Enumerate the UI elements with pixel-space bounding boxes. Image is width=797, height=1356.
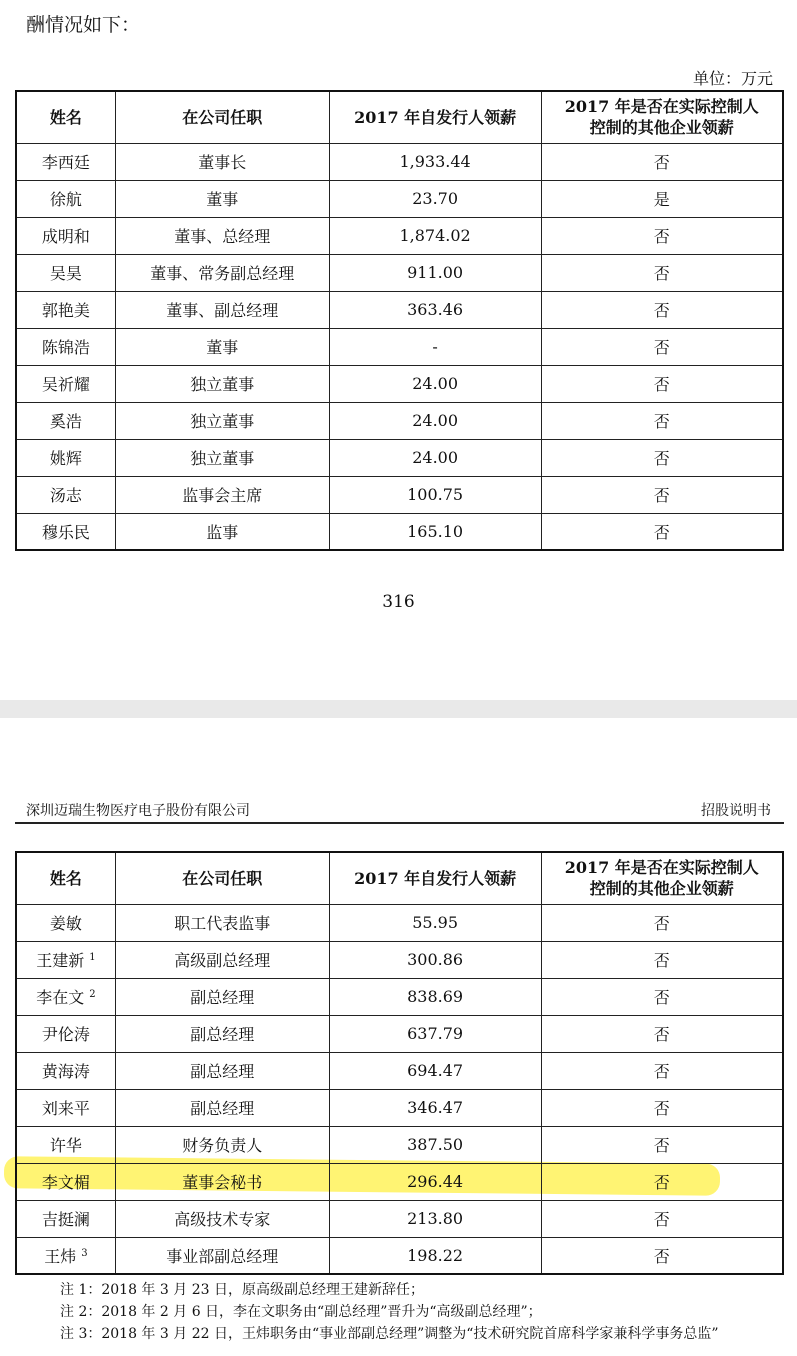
company-name: 深圳迈瑞生物医疗电子股份有限公司 — [26, 803, 250, 819]
name-cell — [16, 1015, 115, 1052]
role-cell — [115, 1015, 329, 1052]
salary-cell — [329, 254, 541, 291]
role-text: 独立董事 — [190, 375, 255, 394]
role-text: 高级副总经理 — [174, 951, 271, 970]
other-salary-cell — [541, 365, 783, 402]
salary-cell — [329, 217, 541, 254]
table-row — [16, 1015, 783, 1052]
salary-cell — [329, 904, 541, 941]
other-salary-text: 否 — [653, 988, 670, 1007]
role-text: 副总经理 — [190, 1099, 255, 1118]
salary-text: 55.95 — [412, 913, 459, 932]
name-text: 黄海涛 — [41, 1062, 90, 1081]
other-salary-text: 是 — [653, 190, 670, 209]
role-text: 董事、副总经理 — [166, 301, 279, 320]
other-salary-cell — [541, 513, 783, 550]
table-row — [16, 1089, 783, 1126]
role-cell — [115, 941, 329, 978]
name-cell — [16, 1237, 115, 1274]
salary-text: 24.00 — [412, 374, 459, 393]
page-separator — [0, 700, 797, 718]
role-text: 董事、总经理 — [174, 227, 271, 246]
role-cell — [115, 291, 329, 328]
salary-cell — [329, 1015, 541, 1052]
table-row — [16, 1237, 783, 1274]
salary-cell — [329, 1200, 541, 1237]
name-text: 尹伦涛 — [41, 1025, 90, 1044]
other-salary-cell — [541, 328, 783, 365]
header-salary: 2017 年自发行人领薪 — [329, 852, 541, 904]
salary-text: 300.86 — [407, 950, 464, 969]
name-cell — [16, 439, 115, 476]
footnote-marker: 1 — [89, 952, 96, 963]
footnote-marker: 3 — [81, 1247, 88, 1259]
role-cell — [115, 978, 329, 1015]
table-row — [16, 1200, 783, 1237]
other-salary-text: 否 — [653, 264, 670, 283]
name-cell — [16, 904, 115, 941]
name-cell — [16, 1163, 115, 1200]
name-cell — [16, 476, 115, 513]
header-salary: 2017 年自发行人领薪 — [329, 91, 541, 143]
salary-text: 363.46 — [407, 300, 464, 319]
name-cell — [16, 291, 115, 328]
role-text: 董事 — [206, 190, 239, 209]
table-header-row — [16, 852, 783, 904]
table-row — [16, 978, 783, 1015]
unit-label: 单位：万元 — [692, 69, 773, 88]
salary-text: 694.47 — [407, 1061, 464, 1080]
role-cell — [115, 254, 329, 291]
table-row — [16, 1126, 783, 1163]
role-text: 监事 — [206, 522, 239, 542]
salary-cell — [329, 291, 541, 328]
salary-text: 838.69 — [407, 987, 464, 1006]
role-text: 高级技术专家 — [174, 1210, 271, 1229]
name-text: 穆乐民 — [41, 522, 90, 542]
other-salary-text: 否 — [653, 1099, 670, 1118]
other-salary-text: 否 — [653, 1210, 670, 1229]
other-salary-cell — [541, 1052, 783, 1089]
salary-cell — [329, 1052, 541, 1089]
table-row — [16, 291, 783, 328]
salary-text: 296.44 — [407, 1172, 464, 1191]
name-cell — [16, 941, 115, 978]
role-cell — [115, 143, 329, 180]
name-text: 刘来平 — [41, 1099, 90, 1118]
role-text: 独立董事 — [190, 412, 255, 431]
other-salary-cell — [541, 1089, 783, 1126]
name-text: 许华 — [49, 1136, 82, 1155]
role-text: 董事 — [206, 338, 239, 357]
role-text: 事业部副总经理 — [166, 1246, 279, 1266]
other-salary-cell — [541, 402, 783, 439]
table-row — [16, 402, 783, 439]
salary-table-page-317 — [15, 851, 784, 1275]
role-cell — [115, 904, 329, 941]
other-salary-text: 否 — [653, 1025, 670, 1044]
name-text: 李西廷 — [41, 153, 90, 172]
name-cell — [16, 402, 115, 439]
table-row — [16, 365, 783, 402]
name-cell — [16, 1200, 115, 1237]
salary-text: 346.47 — [407, 1098, 464, 1117]
role-cell — [115, 402, 329, 439]
table-row — [16, 476, 783, 513]
role-text: 董事长 — [198, 153, 247, 172]
other-salary-text: 否 — [653, 1173, 670, 1192]
role-cell — [115, 217, 329, 254]
role-cell — [115, 476, 329, 513]
other-salary-cell — [541, 904, 783, 941]
name-text: 徐航 — [49, 190, 82, 209]
role-text: 副总经理 — [190, 1062, 255, 1081]
other-salary-cell — [541, 254, 783, 291]
name-text: 陈锦浩 — [41, 338, 90, 357]
other-salary-text: 否 — [653, 153, 670, 172]
document-type: 招股说明书 — [701, 803, 771, 819]
other-salary-cell — [541, 1237, 783, 1274]
salary-cell — [329, 1126, 541, 1163]
header-name: 姓名 — [16, 852, 115, 904]
salary-text: 213.80 — [407, 1209, 464, 1228]
salary-text: - — [432, 337, 438, 356]
other-salary-text: 否 — [653, 522, 670, 542]
role-cell — [115, 1126, 329, 1163]
name-text: 汤志 — [49, 486, 82, 505]
header-name: 姓名 — [16, 91, 115, 143]
name-text: 郭艳美 — [41, 301, 90, 320]
salary-cell — [329, 402, 541, 439]
footnote-marker: 2 — [89, 989, 96, 1000]
table-header-row — [16, 91, 783, 143]
other-salary-cell — [541, 180, 783, 217]
other-salary-text: 否 — [653, 338, 670, 357]
salary-text: 24.00 — [412, 411, 459, 430]
other-salary-cell — [541, 291, 783, 328]
other-salary-text: 否 — [653, 449, 670, 468]
table-row — [16, 217, 783, 254]
intro-text: 酬情况如下： — [26, 14, 141, 36]
salary-text: 911.00 — [407, 263, 464, 282]
other-salary-cell — [541, 439, 783, 476]
salary-text: 1,933.44 — [399, 152, 471, 171]
name-text: 成明和 — [41, 227, 90, 246]
salary-cell — [329, 180, 541, 217]
header-other-salary: 2017 年是否在实际控制人控制的其他企业领薪 — [541, 91, 783, 143]
table-row — [16, 1163, 783, 1200]
role-text: 副总经理 — [190, 988, 255, 1007]
name-cell — [16, 254, 115, 291]
salary-cell — [329, 941, 541, 978]
salary-cell — [329, 143, 541, 180]
role-cell — [115, 180, 329, 217]
salary-table-page-316 — [15, 90, 784, 551]
salary-cell — [329, 978, 541, 1015]
other-salary-text: 否 — [653, 227, 670, 246]
header-role: 在公司任职 — [115, 852, 329, 904]
footnote-1: 注 1：2018 年 3 月 23 日，原高级副总经理王建新辞任； — [60, 1282, 424, 1298]
role-cell — [115, 1163, 329, 1200]
role-text: 董事会秘书 — [182, 1173, 263, 1192]
salary-text: 1,874.02 — [399, 226, 471, 245]
name-text: 吴祈耀 — [41, 375, 90, 394]
table-row — [16, 904, 783, 941]
salary-cell — [329, 365, 541, 402]
table-row — [16, 439, 783, 476]
header-role: 在公司任职 — [115, 91, 329, 143]
role-cell — [115, 328, 329, 365]
table-row — [16, 254, 783, 291]
salary-text: 637.79 — [407, 1024, 464, 1043]
salary-text: 23.70 — [412, 189, 459, 208]
other-salary-text: 否 — [653, 301, 670, 320]
other-salary-cell — [541, 1200, 783, 1237]
other-salary-cell — [541, 143, 783, 180]
role-cell — [115, 365, 329, 402]
salary-text: 198.22 — [407, 1245, 464, 1265]
table-row — [16, 180, 783, 217]
name-cell — [16, 1052, 115, 1089]
name-cell — [16, 513, 115, 550]
salary-cell — [329, 439, 541, 476]
other-salary-cell — [541, 1163, 783, 1200]
footnote-3: 注 3：2018 年 3 月 22 日，王炜职务由“事业部副总经理”调整为“技术研究院首席科学家兼科学事务总监” — [60, 1326, 719, 1342]
salary-cell — [329, 476, 541, 513]
other-salary-cell — [541, 1126, 783, 1163]
salary-cell — [329, 1163, 541, 1200]
role-cell — [115, 1052, 329, 1089]
name-cell — [16, 328, 115, 365]
other-salary-cell — [541, 217, 783, 254]
table-row — [16, 143, 783, 180]
role-cell — [115, 513, 329, 550]
name-text: 姚辉 — [49, 449, 82, 468]
header-rule — [15, 822, 784, 824]
role-text: 监事会主席 — [182, 486, 263, 505]
name-text: 姜敏 — [49, 914, 82, 933]
name-text: 吉挺澜 — [41, 1210, 90, 1229]
footnote-2: 注 2：2018 年 2 月 6 日，李在文职务由“副总经理”晋升为“高级副总经理”； — [60, 1304, 542, 1320]
role-cell — [115, 1237, 329, 1274]
other-salary-text: 否 — [653, 486, 670, 505]
salary-text: 24.00 — [412, 448, 459, 467]
other-salary-cell — [541, 941, 783, 978]
other-salary-cell — [541, 978, 783, 1015]
name-cell — [16, 180, 115, 217]
salary-cell — [329, 328, 541, 365]
role-text: 董事、常务副总经理 — [150, 264, 295, 283]
table-row — [16, 328, 783, 365]
other-salary-text: 否 — [653, 1136, 670, 1155]
other-salary-text: 否 — [653, 1246, 670, 1266]
salary-text: 165.10 — [407, 521, 464, 541]
table-row — [16, 513, 783, 550]
role-text: 职工代表监事 — [174, 914, 271, 933]
name-text: 奚浩 — [49, 412, 82, 431]
header-other-salary: 2017 年是否在实际控制人控制的其他企业领薪 — [541, 852, 783, 904]
role-cell — [115, 439, 329, 476]
name-text: 李在文 — [36, 988, 85, 1007]
role-cell — [115, 1089, 329, 1126]
page-number: 316 — [382, 592, 415, 612]
other-salary-text: 否 — [653, 412, 670, 431]
role-text: 副总经理 — [190, 1025, 255, 1044]
other-salary-cell — [541, 476, 783, 513]
name-text: 吴昊 — [49, 264, 82, 283]
salary-cell — [329, 513, 541, 550]
name-cell — [16, 978, 115, 1015]
other-salary-text: 否 — [653, 375, 670, 394]
other-salary-cell — [541, 1015, 783, 1052]
name-text: 王炜 — [44, 1246, 77, 1266]
role-cell — [115, 1200, 329, 1237]
name-text: 王建新 — [36, 951, 85, 970]
table-row — [16, 941, 783, 978]
other-salary-text: 否 — [653, 951, 670, 970]
other-salary-text: 否 — [653, 1062, 670, 1081]
name-cell — [16, 217, 115, 254]
table-row — [16, 1052, 783, 1089]
salary-text: 100.75 — [407, 485, 464, 504]
name-text: 李文楣 — [41, 1173, 90, 1192]
name-cell — [16, 143, 115, 180]
role-text: 财务负责人 — [182, 1136, 263, 1155]
name-cell — [16, 365, 115, 402]
role-text: 独立董事 — [190, 449, 255, 468]
salary-cell — [329, 1089, 541, 1126]
other-salary-text: 否 — [653, 914, 670, 933]
name-cell — [16, 1126, 115, 1163]
salary-text: 387.50 — [407, 1135, 464, 1154]
name-cell — [16, 1089, 115, 1126]
salary-cell — [329, 1237, 541, 1274]
